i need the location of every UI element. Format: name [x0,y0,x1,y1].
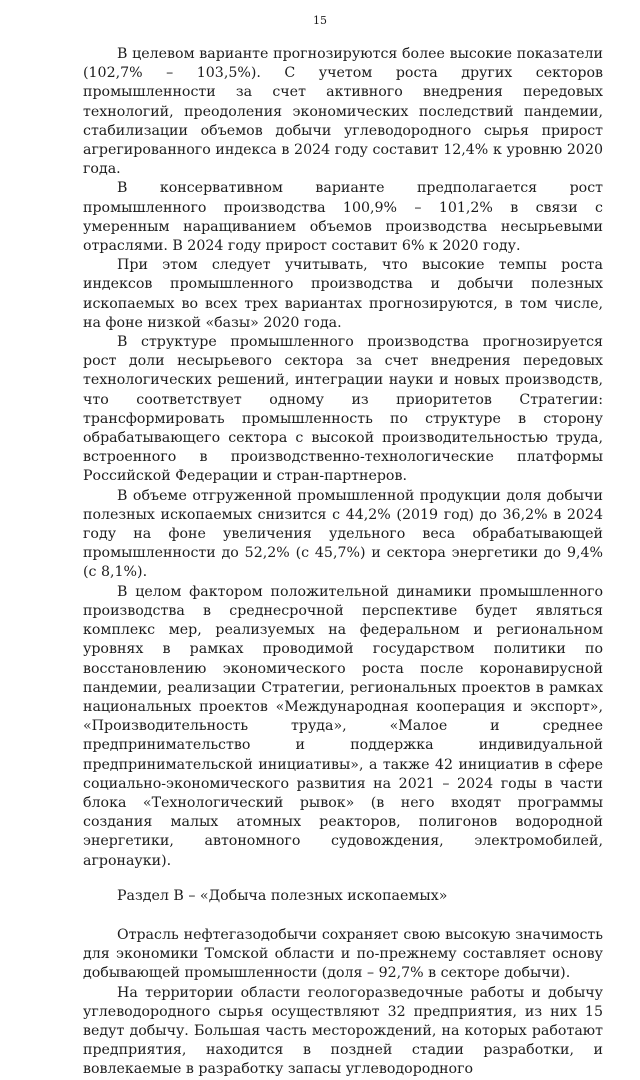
page-number: 15 [313,14,327,27]
document-body [83,45,603,1080]
paragraph-conservative-variant: В консервативном варианте предполагается рост промышленного производства 100,9% – 101,2% в связи с умеренным наращиванием объемов производства несырьевыми отраслями. В 2024 году прирост составит 6% к 2020 году. [83,180,603,255]
paragraph-growth-factors: В целом фактором положительной динамики промышленного производства в среднесрочной перспективе будет являться комплекс мер, реализуемых на федеральном и региональном уровнях в рамках проводимой государством политики по восстановлению экономического роста после коронавирусной пандемии, реализации Стратегии, региональных проектов в рамках национальных проектов «Международная кооперация и экспорт», «Производительность труда», «Малое и среднее предпринимательство и поддержка индивидуальной предпринимательской инициативы», а также 42 инициатив в сфере социально-экономического развития на 2021 – 2024 годы в части блока «Технологический рывок» (в него входят программы создания малых атомных реакторов, полигонов водородной энергетики, автономного судовождения, электромобилей, агронауки). [83,583,603,869]
paragraph-oil-gas-industry: Отрасль нефтегазодобычи сохраняет свою высокую значимость для экономики Томской области и по-прежнему составляет основу добывающей промышленности (доля – 92,7% в секторе добычи). [83,926,603,982]
section-heading: Раздел В – «Добыча полезных ископаемых» [117,887,448,904]
paragraph-industry-structure: В структуре промышленного производства прогнозируется рост доли несырьевого сектора за счет внедрения передовых технологических решений, интеграции науки и новых производств, что соответствует одному из приоритетов Стратегии: трансформировать промышленность по структуре в сторону обрабатывающего сектора с высокой производительностью труда, встроенного в производственно-технологические платформы Российской Федерации и стран-партнеров. [83,334,603,485]
paragraph-target-variant: В целевом варианте прогнозируются более высокие показатели (102,7% – 103,5%). С учетом роста других секторов промышленности за счет активного внедрения передовых технологий, преодоления экономических последствий пандемии, стабилизации объемов добычи углеводородного сырья прирост агрегированного индекса в 2024 году составит 12,4% к уровню 2020 года. [83,46,603,178]
paragraph-low-base: При этом следует учитывать, что высокие темпы роста индексов промышленного производства и добычи полезных ископаемых во всех трех вариантах прогнозируются, в том числе, на фоне низкой «базы» 2020 года. [83,257,603,331]
paragraph-shipped-products: В объеме отгруженной промышленной продукции доля добычи полезных ископаемых снизится с 44,2% (2019 год) до 36,2% в 2024 году на фоне увеличения удельного веса обрабатывающей промышленности до 52,2% (с 45,7%) и сектора энергетики до 9,4% (с 8,1%). [83,487,603,581]
paragraph-exploration: На территории области геологоразведочные работы и добычу углеводородного сырья осуществляют 32 предприятия, из них 15 ведут добычу. Большая часть месторождений, на которых работают предприятия, находится в поздней стадии разработки, и вовлекаемые в разработку запасы углеводородного [83,984,603,1078]
